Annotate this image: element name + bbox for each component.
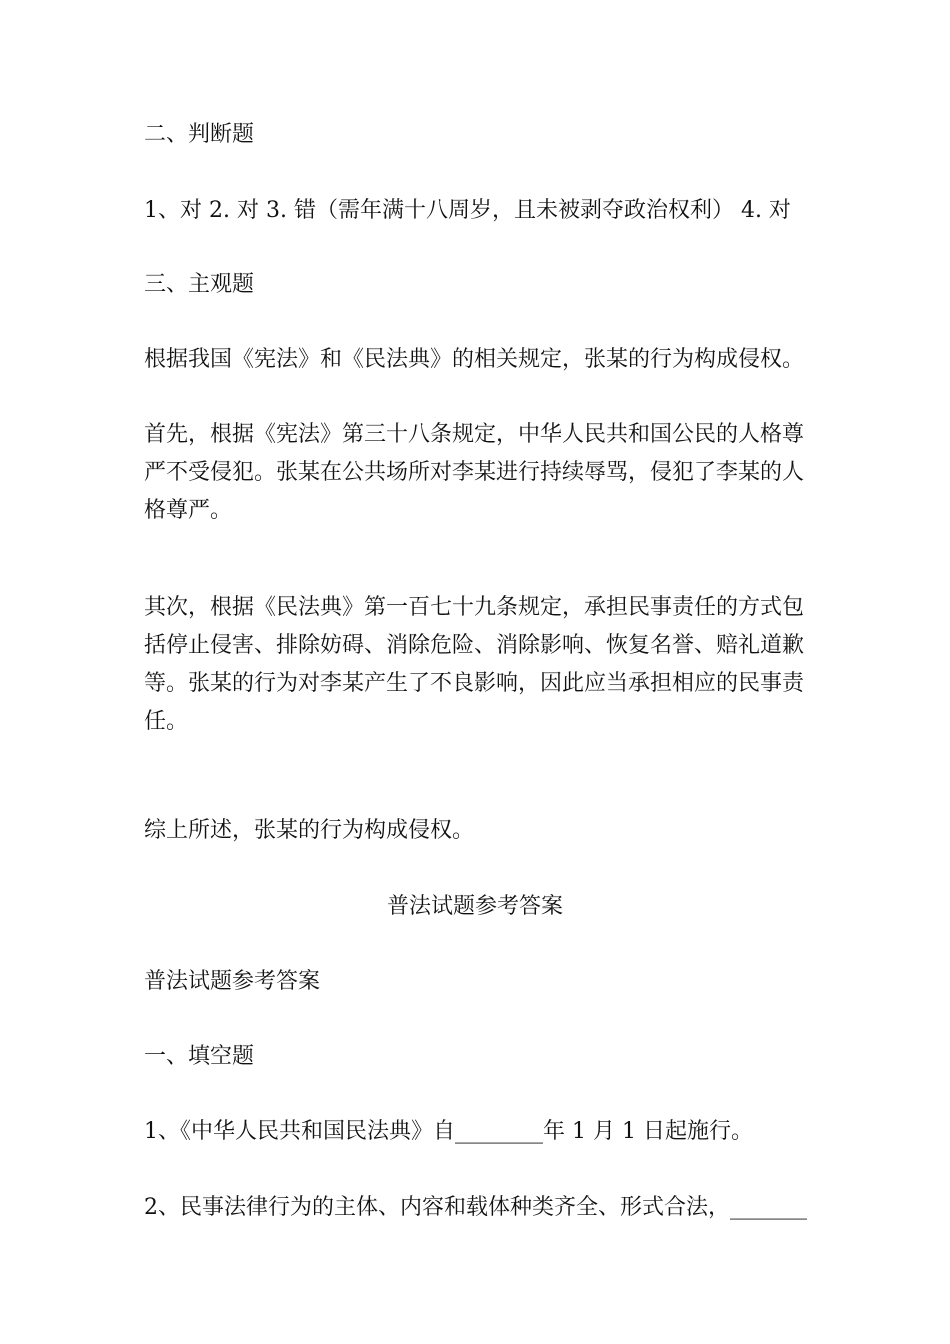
subjective-conclusion: 综上所述，张某的行为构成侵权。 (144, 818, 475, 843)
subjective-paragraph-first (144, 416, 808, 530)
paragraph-line: 其次，根据《民法典》第一百七十九条规定，承担民事责任的方式包 (144, 595, 805, 620)
paragraph-line: 严不受侵犯。张某在公共场所对李某进行持续辱骂，侵犯了李某的人 (144, 460, 805, 485)
paragraph-line: 格尊严。 (144, 498, 233, 523)
section-heading-fill-blank: 一、填空题 (144, 1044, 255, 1069)
judgment-answers: 1、对 2. 对 3. 错（需年满十八周岁，且未被剥夺政治权利） 4. 对 (144, 198, 791, 223)
question-2: 2、民事法律行为的主体、内容和载体种类齐全、形式合法，_______ (144, 1195, 807, 1220)
subjective-intro: 根据我国《宪法》和《民法典》的相关规定，张某的行为构成侵权。 (144, 347, 805, 372)
paragraph-line: 等。张某的行为对李某产生了不良影响，因此应当承担相应的民事责 (144, 671, 805, 696)
section-heading-judgment: 二、判断题 (144, 122, 255, 147)
paragraph-line: 括停止侵害、排除妨碍、消除危险、消除影响、恢复名誉、赔礼道歉 (144, 633, 805, 658)
section-heading-subjective: 三、主观题 (144, 272, 255, 297)
paragraph-line: 首先，根据《宪法》第三十八条规定，中华人民共和国公民的人格尊 (144, 422, 805, 447)
subtitle: 普法试题参考答案 (144, 969, 321, 994)
document-title: 普法试题参考答案 (386, 894, 563, 919)
paragraph-line: 任。 (144, 709, 189, 734)
subjective-paragraph-second (144, 589, 808, 741)
question-1: 1、《中华人民共和国民法典》自________年 1 月 1 日起施行。 (144, 1119, 753, 1144)
